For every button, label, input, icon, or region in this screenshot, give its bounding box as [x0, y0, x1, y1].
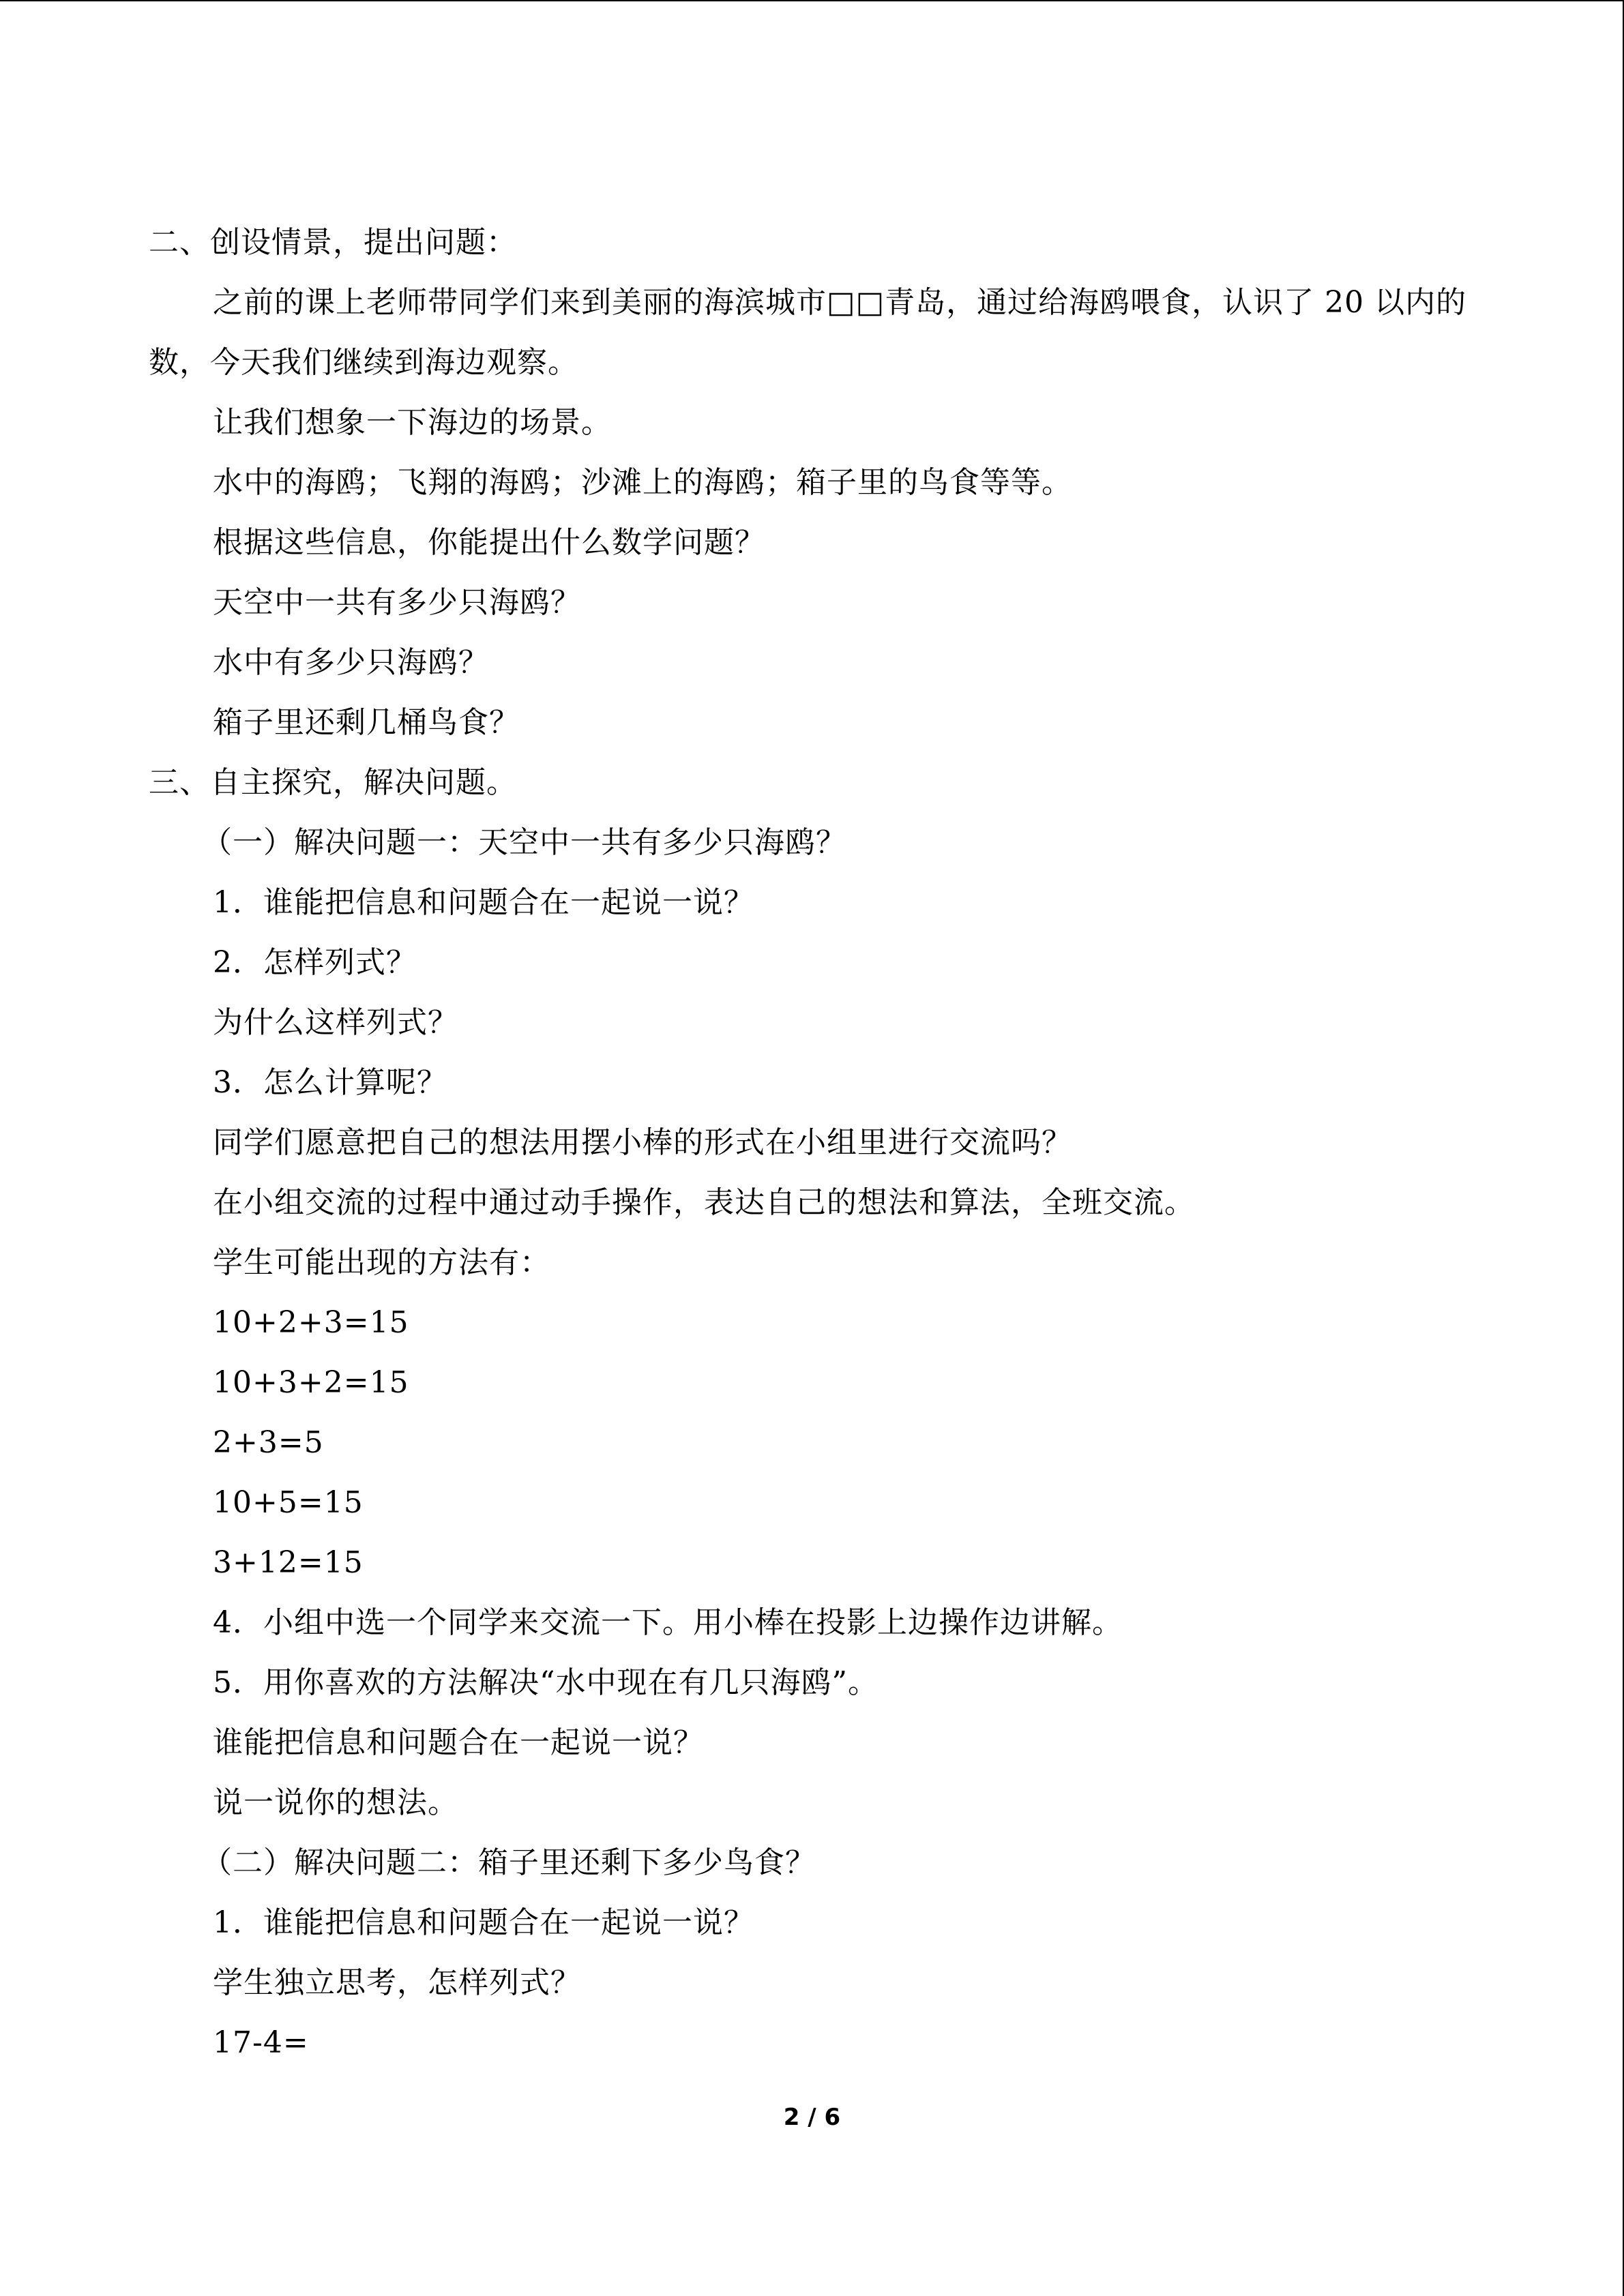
text-line: 水中有多少只海鸥？ [213, 645, 489, 680]
text-line: 之前的课上老师带同学们来到美丽的海滨城市□□青岛，通过给海鸥喂食，认识了 20 以内的数，今天我们继续到海边观察。 [149, 285, 1467, 380]
page-number: 2 / 6 [783, 2104, 841, 2131]
text-line: 为什么这样列式？ [213, 1005, 458, 1040]
text-line: 箱子里还剩几桶鸟食？ [213, 705, 520, 740]
text-line: 1．谁能把信息和问题合在一起说一说？ [213, 885, 754, 920]
text-line: 让我们想象一下海边的场景。 [213, 405, 612, 440]
text-line: （二）解决问题二：箱子里还剩下多少鸟食？ [202, 1845, 816, 1880]
text-line: 二、创设情景，提出问题： [149, 225, 517, 260]
text-line: 4．小组中选一个同学来交流一下。用小棒在投影上边操作边讲解。 [213, 1605, 1123, 1640]
text-line: 天空中一共有多少只海鸥？ [213, 585, 581, 620]
text-line: 根据这些信息，你能提出什么数学问题？ [213, 525, 765, 560]
text-line: 1．谁能把信息和问题合在一起说一说？ [213, 1905, 754, 1940]
text-line: 2+3=5 [213, 1425, 324, 1460]
text-line: 三、自主探究，解决问题。 [149, 765, 517, 800]
text-line: 10+3+2=15 [213, 1365, 409, 1400]
text-line: 5．用你喜欢的方法解决“水中现在有几只海鸥”。 [213, 1665, 879, 1700]
text-line: （一）解决问题一：天空中一共有多少只海鸥？ [202, 825, 846, 860]
text-line: 10+2+3=15 [213, 1305, 409, 1340]
text-line: 谁能把信息和问题合在一起说一说？ [213, 1725, 704, 1760]
text-line: 3+12=15 [213, 1545, 364, 1580]
text-line: 学生可能出现的方法有： [213, 1245, 550, 1280]
text-line: 说一说你的想法。 [213, 1785, 458, 1820]
text-line: 10+5=15 [213, 1485, 364, 1520]
text-line: 学生独立思考，怎样列式？ [213, 1965, 581, 2000]
text-line: 在小组交流的过程中通过动手操作，表达自己的想法和算法，全班交流。 [213, 1185, 1195, 1220]
text-line: 17-4= [213, 2025, 309, 2060]
text-line: 同学们愿意把自己的想法用摆小棒的形式在小组里进行交流吗？ [213, 1125, 1072, 1160]
document-body [149, 213, 1479, 2073]
text-line: 水中的海鸥；飞翔的海鸥；沙滩上的海鸥；箱子里的鸟食等等。 [213, 465, 1072, 500]
text-line: 2．怎样列式？ [213, 945, 417, 980]
text-line: 3．怎么计算呢？ [213, 1065, 447, 1100]
